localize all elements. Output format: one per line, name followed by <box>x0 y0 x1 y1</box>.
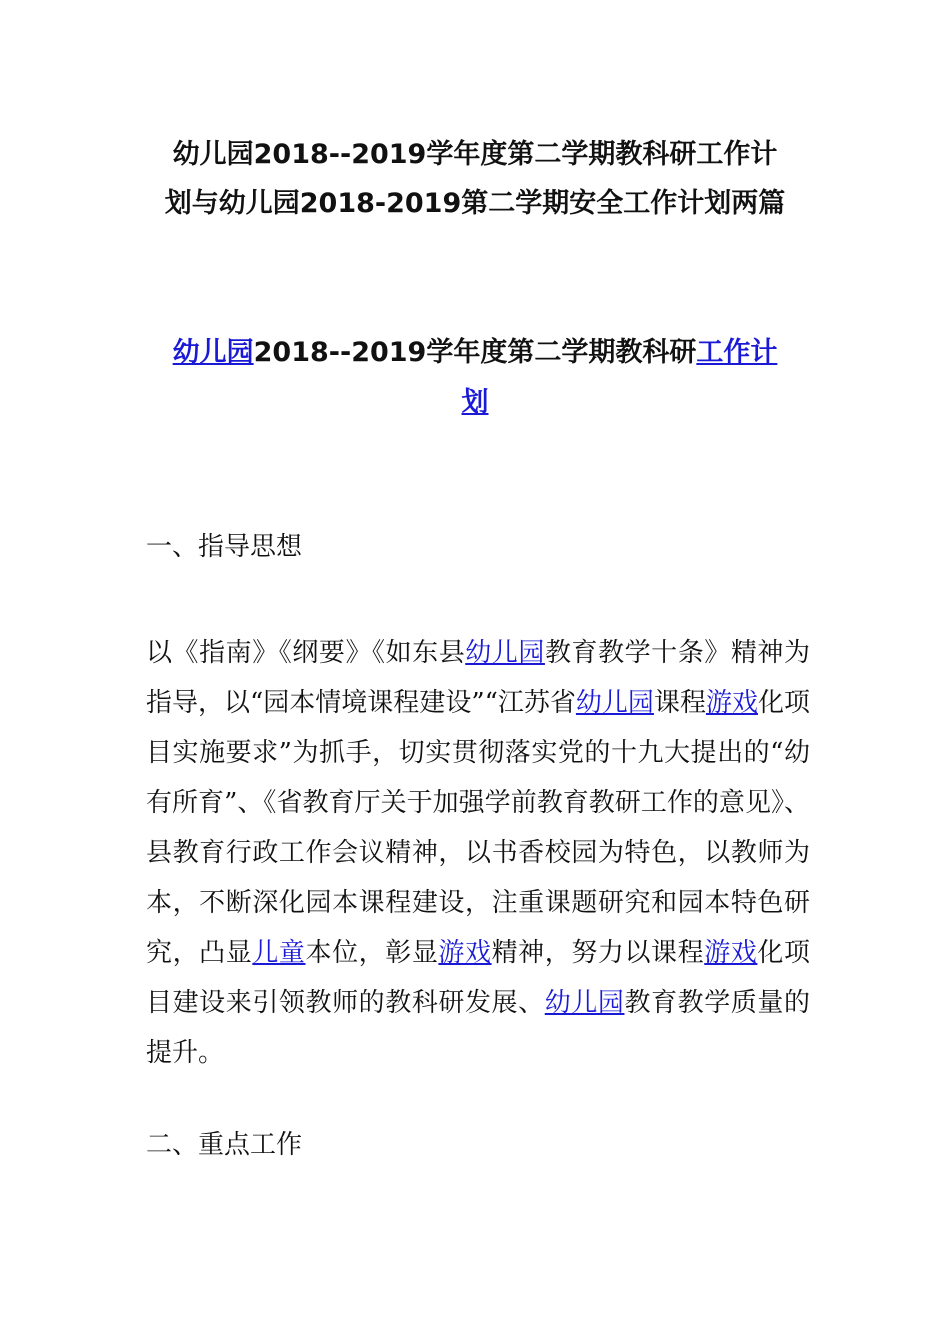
paragraph-text: 以《指南》《纲要》《如东县 <box>146 638 466 668</box>
kindergarten-link[interactable]: 幼儿园 <box>465 638 545 668</box>
section-subtitle <box>140 328 810 428</box>
children-link[interactable]: 儿童 <box>252 938 306 968</box>
paragraph-text: 化项目实施要求”为抓手，切实贯彻落实党的十九大提出的“幼有所育”、《省教育厅关于加强学前教育教研工作的意见》、县教育行政工作会议精神，以书香校园为特色，以教师为本，不断深化园本课程建设，注重课题研究和园本特色研究，凸显 <box>146 688 810 968</box>
paragraph-text: 本位，彰显 <box>305 938 439 968</box>
section-heading-key-work: 二、重点工作 <box>146 1130 303 1160</box>
document-title <box>140 130 810 228</box>
work-plan-link-line-1: 工作计 <box>696 337 778 368</box>
kindergarten-link[interactable]: 幼儿园 <box>172 337 254 368</box>
paragraph-text: 教育教学十条》精神为指导，以“园本情境课程建设”“江苏省 <box>146 638 810 718</box>
guiding-thought-paragraph <box>146 628 810 1078</box>
subtitle-text: 2018--2019学年度第二学期教科研 <box>253 337 697 368</box>
kindergarten-link[interactable]: 幼儿园 <box>575 688 654 718</box>
title-line-1: 幼儿园2018--2019学年度第二学期教科研工作计 <box>172 139 778 170</box>
paragraph-text: 化项目建设来引领教师的教科研发展、 <box>146 938 810 1018</box>
paragraph-text: 教育教学质量的提升。 <box>146 988 810 1068</box>
game-link[interactable]: 游戏 <box>438 938 492 968</box>
work-plan-link-line-2: 划 <box>461 387 489 418</box>
game-link[interactable]: 游戏 <box>705 688 758 718</box>
section-heading-guiding-thought: 一、指导思想 <box>146 532 303 562</box>
kindergarten-link[interactable]: 幼儿园 <box>544 988 625 1018</box>
game-link[interactable]: 游戏 <box>704 938 758 968</box>
paragraph-text: 课程 <box>653 688 706 718</box>
title-line-2: 划与幼儿园2018-2019第二学期安全工作计划两篇 <box>164 188 786 219</box>
paragraph-text: 精神，努力以课程 <box>491 938 705 968</box>
